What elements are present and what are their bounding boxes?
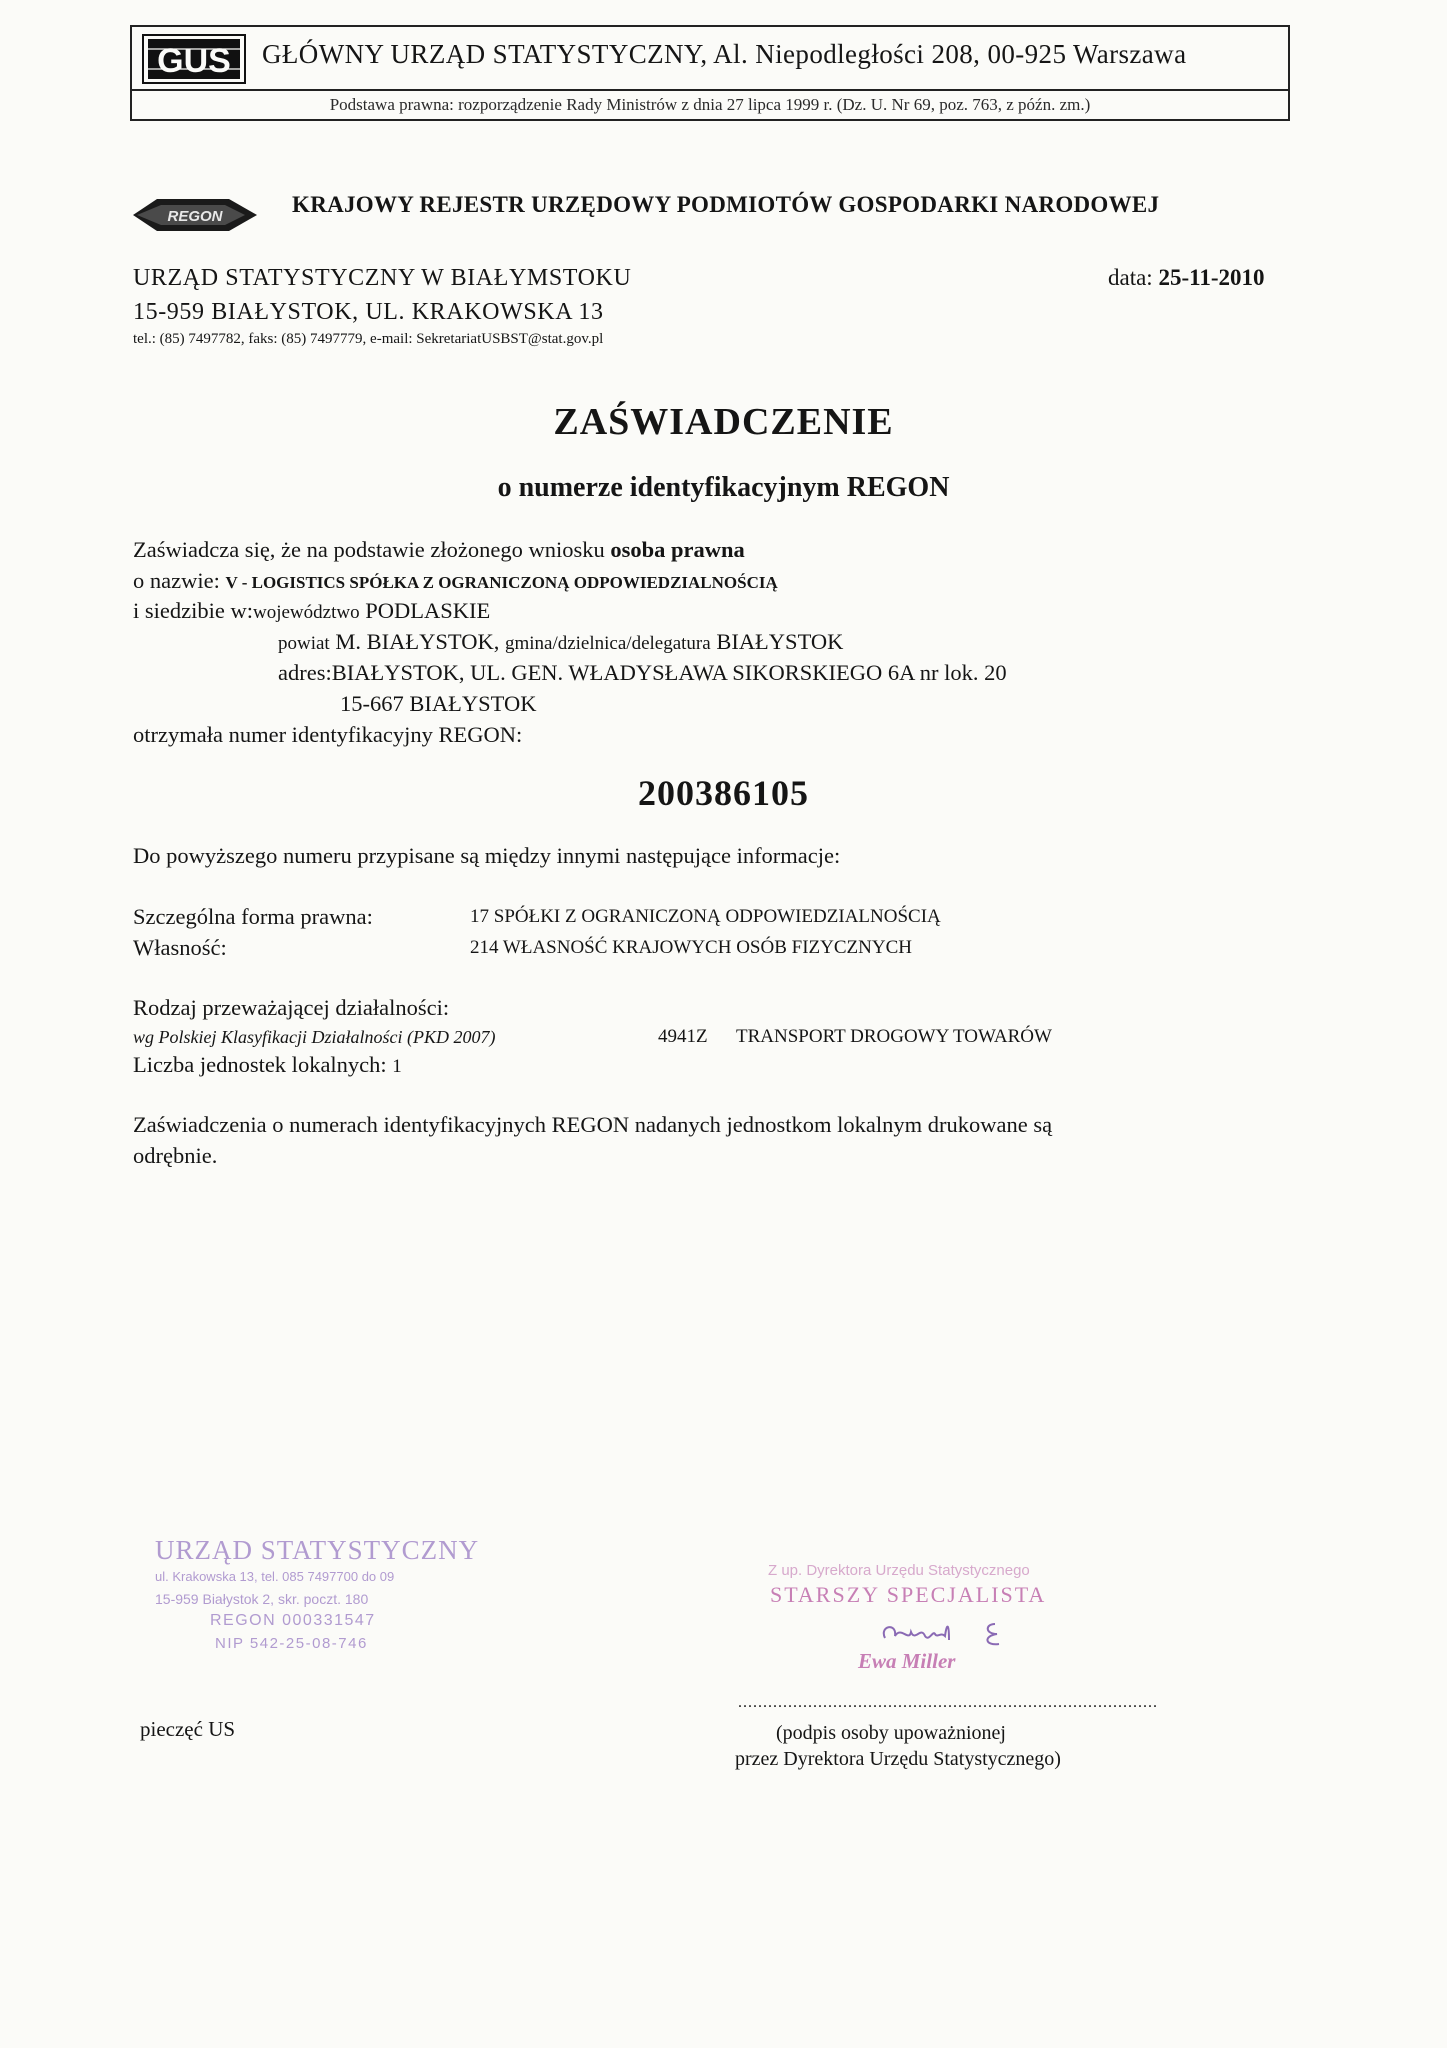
header-box — [130, 25, 1290, 121]
received-line: otrzymała numer identyfikacyjny REGON: — [133, 722, 523, 747]
stamp-office-nip: NIP 542-25-08-746 — [215, 1635, 368, 1652]
entity-name: V - LOGISTICS SPÓŁKA Z OGRANICZONĄ ODPOWIEDZIALNOŚCIĄ — [225, 573, 778, 592]
stamp-office-address: ul. Krakowska 13, tel. 085 7497700 do 09 — [155, 1569, 395, 1584]
signature-caption-1: (podpis osoby upoważnionej — [776, 1722, 1006, 1744]
document-subtitle: o numerze identyfikacyjnym REGON — [497, 472, 950, 503]
regon-logo-text: REGON — [167, 208, 223, 225]
stamp-position: STARSZY SPECJALISTA — [770, 1582, 1047, 1607]
ownership-label: Własność: — [133, 935, 227, 960]
seat-label: i siedzibie w: — [133, 598, 253, 623]
activity-value: TRANSPORT DROGOWY TOWARÓW — [736, 1026, 1052, 1047]
header-divider — [132, 89, 1288, 91]
entity-type: osoba prawna — [610, 537, 745, 562]
postal-line: 15-667 BIAŁYSTOK — [340, 691, 537, 716]
signature-line: .................................................................................... — [738, 1694, 1158, 1711]
seat-line — [133, 598, 490, 624]
office-contact: tel.: (85) 7497782, faks: (85) 7497779, e-mail: SekretariatUSBST@stat.gov.pl — [133, 331, 604, 347]
stamp-name: Ewa Miller — [858, 1649, 956, 1673]
issue-date — [1108, 265, 1265, 291]
commune-label: gmina/dzielnica/delegatura — [504, 633, 711, 654]
activity-code: 4941Z — [658, 1026, 708, 1047]
entity-name-label: o nazwie: — [133, 568, 220, 593]
date-label: data: — [1108, 265, 1153, 290]
district-line — [278, 629, 843, 655]
header-title: GŁÓWNY URZĄD STATYSTYCZNY, Al. Niepodległości 208, 00-925 Warszawa — [262, 39, 1187, 69]
commune-value: BIAŁYSTOK — [716, 629, 844, 654]
statement-intro-text: Zaświadcza się, że na podstawie złożonego wniosku — [133, 537, 605, 562]
activity-label: Rodzaj przeważającej działalności: — [133, 995, 450, 1020]
gus-logo — [142, 34, 246, 84]
document-title: ZAŚWIADCZENIE — [553, 401, 894, 443]
office-address: 15-959 BIAŁYSTOK, UL. KRAKOWSKA 13 — [133, 299, 604, 325]
seal-label: pieczęć US — [140, 1717, 236, 1741]
signature-caption-2: przez Dyrektora Urzędu Statystycznego) — [735, 1748, 1061, 1770]
stamp-office-name: URZĄD STATYSTYCZNY — [155, 1535, 480, 1565]
address-line — [278, 660, 1007, 686]
voivodeship-value: PODLASKIE — [365, 598, 491, 623]
regon-logo — [133, 193, 257, 237]
district-label: powiat — [278, 633, 330, 654]
voivodeship-label: województwo — [252, 602, 360, 623]
local-units-label: Liczba jednostek lokalnych: — [133, 1052, 387, 1077]
info-intro: Do powyższego numeru przypisane są między innymi następujące informacje: — [133, 843, 841, 868]
stamp-office-regon: REGON 000331547 — [210, 1612, 376, 1629]
local-units-line — [133, 1052, 402, 1078]
handwritten-signature — [875, 1612, 1035, 1652]
statement-intro — [133, 537, 745, 563]
ownership-value: 214 WŁASNOŚĆ KRAJOWYCH OSÓB FIZYCZNYCH — [470, 937, 912, 958]
legal-form-label: Szczególna forma prawna: — [133, 904, 373, 929]
address-value: BIAŁYSTOK, UL. GEN. WŁADYSŁAWA SIKORSKIEGO 6A nr lok. 20 — [331, 660, 1007, 685]
date-value: 25-11-2010 — [1158, 265, 1265, 290]
activity-classification: wg Polskiej Klasyfikacji Działalności (PKD 2007) — [133, 1027, 496, 1047]
stamp-authority: Z up. Dyrektora Urzędu Statystycznego — [768, 1562, 1030, 1579]
regon-number: 200386105 — [638, 773, 809, 813]
note-line-1: Zaświadczenia o numerach identyfikacyjnych REGON nadanych jednostkom lokalnym drukowane są — [133, 1112, 1053, 1137]
note-line-2: odrębnie. — [133, 1143, 218, 1168]
local-units-value: 1 — [392, 1056, 402, 1077]
gus-logo-text: GUS — [157, 42, 231, 80]
address-label: adres: — [278, 660, 332, 685]
registry-title: KRAJOWY REJESTR URZĘDOWY PODMIOTÓW GOSPODARKI NARODOWEJ — [292, 192, 1160, 217]
district-value: M. BIAŁYSTOK, — [335, 629, 500, 654]
entity-name-line — [133, 568, 778, 594]
legal-form-value: 17 SPÓŁKI Z OGRANICZONĄ ODPOWIEDZIALNOŚCIĄ — [470, 906, 941, 927]
stamp-office-postal: 15-959 Białystok 2, skr. poczt. 180 — [155, 1591, 369, 1607]
office-name: URZĄD STATYSTYCZNY W BIAŁYMSTOKU — [133, 265, 632, 291]
legal-basis: Podstawa prawna: rozporządzenie Rady Ministrów z dnia 27 lipca 1999 r. (Dz. U. Nr 69, poz. 763, z późn. zm.) — [329, 95, 1091, 114]
